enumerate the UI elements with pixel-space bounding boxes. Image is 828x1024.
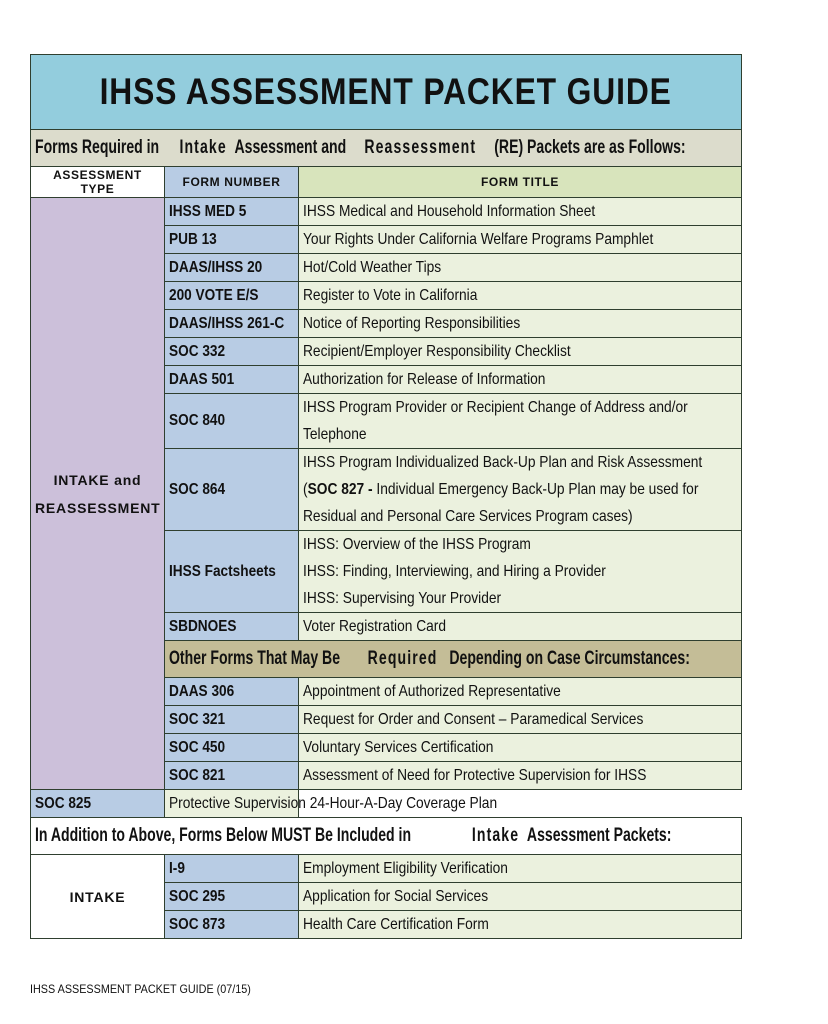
page-title [31, 55, 742, 130]
assessment-type-intake: INTAKE [31, 855, 165, 939]
form-title-text: Recipient/Employer Responsibility Checklist [303, 343, 571, 360]
heading-part: In Addition to Above, Forms Below MUST Be Included in [35, 825, 412, 846]
forms-table [30, 54, 742, 939]
form-title-text: Protective Supervision 24-Hour-A-Day Coverage Plan [169, 795, 498, 812]
form-title-line: IHSS: Supervising Your Provider [303, 590, 502, 607]
form-title-rest: Individual Emergency Back-Up Plan may be used for [372, 481, 699, 498]
form-number [165, 449, 299, 531]
heading-part: Forms Required in [35, 137, 160, 158]
form-title [299, 613, 742, 641]
form-number-text: SOC 821 [169, 766, 226, 784]
heading-intake-word: Intake [179, 137, 227, 158]
heading-part: Depending on Case Circumstances: [448, 648, 690, 669]
form-title-line: IHSS: Finding, Interviewing, and Hiring a Provider [303, 563, 606, 580]
form-number-text: DAAS 501 [169, 370, 235, 388]
heading-part: Assessment and [234, 137, 347, 158]
form-number-text: PUB 13 [169, 230, 217, 248]
section-heading-intake-reassessment [31, 130, 742, 167]
form-title [299, 366, 742, 394]
form-title-bold-ref: SOC 827 - [307, 481, 373, 498]
heading-part: (RE) Packets are as Follows: [494, 137, 686, 158]
form-number [165, 254, 299, 282]
form-title [299, 198, 742, 226]
heading-part: Other Forms That May Be [169, 648, 341, 669]
form-number [165, 883, 299, 911]
form-number [165, 911, 299, 939]
column-header-form-title: FORM TITLE [299, 167, 742, 198]
heading-reassessment-word: Reassessment [364, 137, 476, 158]
form-title-text: Employment Eligibility Verification [303, 860, 508, 877]
form-title [299, 394, 742, 449]
form-title-text: Health Care Certification Form [303, 916, 489, 933]
form-number-text: SOC 840 [169, 412, 226, 429]
form-title [299, 911, 742, 939]
form-title [299, 531, 742, 613]
form-title [299, 706, 742, 734]
assessment-type-intake-reassessment [31, 198, 165, 790]
table-row [31, 855, 742, 883]
form-number [165, 310, 299, 338]
page-title-text: IHSS ASSESSMENT PACKET GUIDE [99, 71, 673, 112]
form-number-text: SOC 450 [169, 738, 226, 756]
form-title-text: IHSS Medical and Household Information Sheet [303, 203, 596, 220]
form-number-text: SOC 825 [35, 794, 92, 812]
section-heading-text [35, 825, 695, 847]
form-number [165, 394, 299, 449]
form-title-line: Telephone [303, 426, 367, 443]
form-number [165, 678, 299, 706]
form-number [165, 855, 299, 883]
form-title [299, 762, 742, 790]
form-number-text: DAAS/IHSS 20 [169, 258, 263, 276]
heading-intake-word: Intake [472, 825, 520, 846]
form-number [165, 762, 299, 790]
form-number [165, 226, 299, 254]
form-number [165, 338, 299, 366]
form-title-text: Application for Social Services [303, 888, 489, 905]
form-title-text: Voluntary Services Certification [303, 739, 494, 756]
footer-text: IHSS ASSESSMENT PACKET GUIDE (07/15) [30, 982, 251, 996]
form-number-text: DAAS/IHSS 261-C [169, 314, 285, 332]
form-number-text: SBDNOES [169, 617, 237, 635]
form-title-text: Appointment of Authorized Representative [303, 683, 561, 700]
form-title-line: IHSS Program Provider or Recipient Change of Address and/or [303, 399, 688, 416]
form-number-text: SOC 295 [169, 887, 226, 905]
form-number-text: SOC 332 [169, 342, 226, 360]
form-number-text: SOC 873 [169, 915, 226, 933]
column-header-assessment-type: ASSESSMENT TYPE [31, 167, 165, 198]
form-number [165, 706, 299, 734]
column-header-form-number: FORM NUMBER [165, 167, 299, 198]
form-title [165, 790, 498, 818]
form-number-text: IHSS MED 5 [169, 202, 247, 220]
heading-required-word: Required [367, 648, 438, 669]
form-number-text: I-9 [169, 859, 185, 877]
form-title-text: Register to Vote in California [303, 287, 478, 304]
form-number [165, 734, 299, 762]
assessment-type-line: REASSESSMENT [35, 499, 161, 516]
form-title-line [303, 476, 698, 503]
form-title-text: Authorization for Release of Information [303, 371, 546, 388]
form-number [31, 790, 165, 818]
heading-part: Assessment Packets: [527, 825, 672, 846]
other-forms-heading [165, 641, 742, 678]
section-heading-text [35, 137, 717, 159]
form-title [299, 254, 742, 282]
form-title [299, 449, 742, 531]
assessment-guide [30, 54, 741, 939]
other-forms-heading-text [169, 648, 729, 670]
form-title [299, 883, 742, 911]
form-title [299, 310, 742, 338]
form-title [299, 282, 742, 310]
form-number-text: DAAS 306 [169, 682, 235, 700]
form-title-line: IHSS: Overview of the IHSS Program [303, 536, 531, 553]
form-title-text: Request for Order and Consent – Paramedical Services [303, 711, 644, 728]
table-row [31, 198, 742, 226]
form-number-text: IHSS Factsheets [169, 562, 276, 580]
form-number [165, 282, 299, 310]
form-number-text: SOC 321 [169, 710, 226, 728]
form-title-text: Voter Registration Card [303, 618, 447, 635]
form-number [165, 366, 299, 394]
form-number-text: 200 VOTE E/S [169, 286, 259, 304]
form-number [165, 613, 299, 641]
form-title [299, 678, 742, 706]
form-number [165, 198, 299, 226]
form-title [299, 338, 742, 366]
form-title-text: Assessment of Need for Protective Supervision for IHSS [303, 767, 647, 784]
assessment-type-line: INTAKE and [53, 471, 142, 488]
form-title-text: Hot/Cold Weather Tips [303, 259, 442, 276]
form-title-text: Your Rights Under California Welfare Programs Pamphlet [303, 231, 654, 248]
form-title [299, 226, 742, 254]
form-title-paren: ( [303, 481, 308, 498]
form-title [299, 734, 742, 762]
form-title-line: Residual and Personal Care Services Program cases) [303, 508, 633, 525]
form-number-text: SOC 864 [169, 480, 226, 498]
table-row [31, 790, 742, 818]
form-title-line: IHSS Program Individualized Back-Up Plan and Risk Assessment [303, 454, 703, 471]
form-title [299, 855, 742, 883]
section-heading-intake-only [31, 818, 742, 855]
form-title-text: Notice of Reporting Responsibilities [303, 315, 521, 332]
form-number [165, 531, 299, 613]
